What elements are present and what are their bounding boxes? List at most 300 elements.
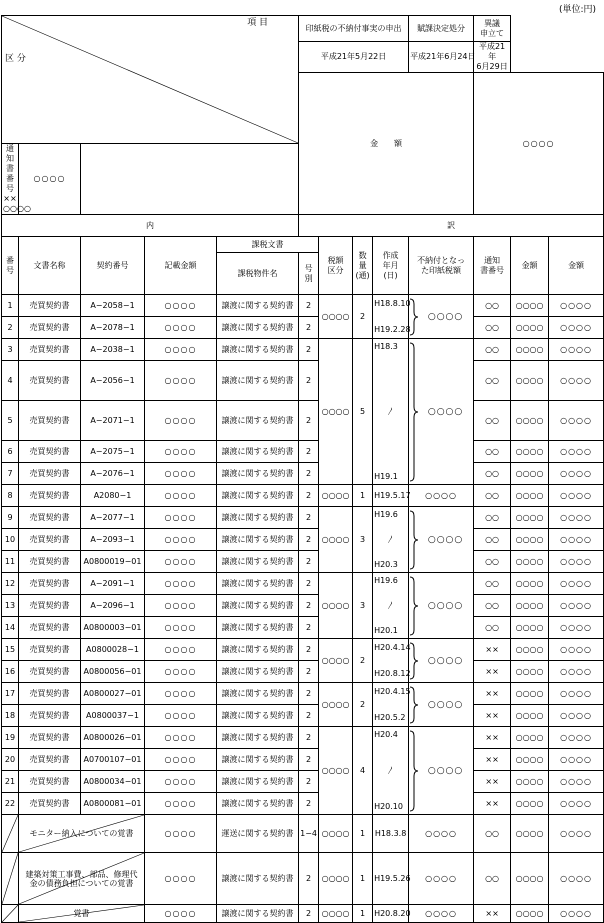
row-no: 12 bbox=[2, 573, 19, 595]
row-contract: A0800028−1 bbox=[81, 639, 145, 661]
row-item: 譲渡に関する契約書 bbox=[217, 401, 299, 441]
row-item: 譲渡に関する契約書 bbox=[217, 317, 299, 339]
row-item: 譲渡に関する契約書 bbox=[217, 705, 299, 727]
group-date bbox=[373, 639, 409, 683]
row-no: 7 bbox=[2, 463, 19, 485]
row-amt1: ○○○○ bbox=[511, 339, 549, 361]
row-no: 18 bbox=[2, 705, 19, 727]
row-contract: A0800034−01 bbox=[81, 771, 145, 793]
row-amt1: ○○○○ bbox=[511, 749, 549, 771]
row-notice: ×× bbox=[474, 749, 511, 771]
row-amount: ○○○○ bbox=[145, 401, 217, 441]
row-doc-name: 売買契約書 bbox=[19, 463, 81, 485]
text: 書番号 bbox=[480, 265, 505, 275]
table-row bbox=[2, 551, 604, 573]
row-amount: ○○○○ bbox=[145, 295, 217, 317]
row-amount: ○○○○ bbox=[145, 485, 217, 507]
group-date bbox=[373, 683, 409, 727]
row-amt1: ○○○○ bbox=[511, 771, 549, 793]
group-date bbox=[373, 573, 409, 639]
row-doc-name: 売買契約書 bbox=[19, 485, 81, 507]
objection-date: 平成21年 6月29日 bbox=[474, 42, 511, 73]
row-amount: ○○○○ bbox=[145, 617, 217, 639]
row-item: 譲渡に関する契約書 bbox=[217, 617, 299, 639]
objection-header: 異議 申立て bbox=[474, 16, 511, 42]
row-notice: ○○ bbox=[474, 401, 511, 441]
row-no: 17 bbox=[2, 683, 19, 705]
row-amt1: ○○○○ bbox=[511, 361, 549, 401]
diagonal-line-icon bbox=[2, 16, 298, 143]
row-contract: A0800019−01 bbox=[81, 551, 145, 573]
row-amt2: ○○○○ bbox=[549, 617, 604, 639]
group-unpaid: ○○○○ bbox=[427, 406, 464, 417]
brace-icon bbox=[409, 730, 418, 812]
group-qty: 5 bbox=[353, 339, 373, 485]
extra-notice: ○○ bbox=[474, 853, 511, 905]
extra-amt1: ○○○○ bbox=[511, 853, 549, 905]
row-amount: ○○○○ bbox=[145, 441, 217, 463]
row-doc-name: 売買契約書 bbox=[19, 573, 81, 595]
row-notice: ×× bbox=[474, 705, 511, 727]
text: た印紙税額 bbox=[421, 265, 462, 275]
text: 不納付となっ bbox=[417, 255, 466, 265]
row-amt1: ○○○○ bbox=[511, 639, 549, 661]
text: (日) bbox=[383, 270, 398, 280]
breakdown-left: 内 bbox=[2, 215, 299, 237]
row-amt1: ○○○○ bbox=[511, 441, 549, 463]
row-doc-name: 売買契約書 bbox=[19, 661, 81, 683]
table-row bbox=[2, 463, 604, 485]
brace-icon bbox=[409, 342, 418, 482]
row-class: 2 bbox=[299, 339, 319, 361]
row-amt2: ○○○○ bbox=[549, 595, 604, 617]
row-notice: ○○ bbox=[474, 339, 511, 361]
extra-date: H19.5.26 bbox=[373, 853, 409, 905]
row-amt2: ○○○○ bbox=[549, 317, 604, 339]
row-amount: ○○○○ bbox=[145, 463, 217, 485]
extra-notice: ○○ bbox=[474, 815, 511, 853]
col-notice-no bbox=[474, 237, 511, 295]
text: (通) bbox=[355, 270, 370, 280]
row-no: 16 bbox=[2, 661, 19, 683]
row-amt1: ○○○○ bbox=[511, 727, 549, 749]
row-contract: A−2071−1 bbox=[81, 401, 145, 441]
col-taxable-item: 課税物件名 bbox=[217, 253, 299, 295]
row-amt1: ○○○○ bbox=[511, 683, 549, 705]
table-row bbox=[2, 339, 604, 361]
extra-amount: ○○○○ bbox=[145, 815, 217, 853]
row-item: 譲渡に関する契約書 bbox=[217, 727, 299, 749]
table-row bbox=[2, 295, 604, 317]
row-notice: ×× bbox=[474, 683, 511, 705]
group-date bbox=[373, 727, 409, 815]
row-amt2: ○○○○ bbox=[549, 485, 604, 507]
row-notice: ×× bbox=[474, 727, 511, 749]
row-class: 2 bbox=[299, 573, 319, 595]
row-no: 11 bbox=[2, 551, 19, 573]
row-no: 5 bbox=[2, 401, 19, 441]
row-item: 譲渡に関する契約書 bbox=[217, 749, 299, 771]
row-amt1: ○○○○ bbox=[511, 573, 549, 595]
extra-row bbox=[2, 853, 604, 905]
extra-amt1: ○○○○ bbox=[511, 905, 549, 923]
table-row bbox=[2, 661, 604, 683]
group-unpaid-cell bbox=[409, 683, 474, 727]
row-no: 4 bbox=[2, 361, 19, 401]
group-date-end: H20.8.12 bbox=[374, 668, 411, 678]
col-created bbox=[373, 237, 409, 295]
group-date-end: H19.2.28 bbox=[374, 324, 411, 334]
row-amt2: ○○○○ bbox=[549, 661, 604, 683]
extra-amt2: ○○○○ bbox=[549, 905, 604, 923]
row-amount: ○○○○ bbox=[145, 661, 217, 683]
table-row bbox=[2, 727, 604, 749]
extra-item: 譲渡に関する契約書 bbox=[217, 905, 299, 923]
extra-amount: ○○○○ bbox=[145, 853, 217, 905]
extra-class: 2 bbox=[299, 853, 319, 905]
row-amt2: ○○○○ bbox=[549, 401, 604, 441]
row-doc-name: 売買契約書 bbox=[19, 551, 81, 573]
row-amt2: ○○○○ bbox=[549, 793, 604, 815]
row-notice: ○○ bbox=[474, 317, 511, 339]
row-amt2: ○○○○ bbox=[549, 441, 604, 463]
extra-amt2: ○○○○ bbox=[549, 815, 604, 853]
extra-unpaid: ○○○○ bbox=[409, 905, 474, 923]
row-contract: A−2075−1 bbox=[81, 441, 145, 463]
row-contract: A0700107−01 bbox=[81, 749, 145, 771]
row-class: 2 bbox=[299, 507, 319, 529]
text: 番 bbox=[6, 255, 14, 265]
row-doc-name: 売買契約書 bbox=[19, 749, 81, 771]
row-class: 2 bbox=[299, 661, 319, 683]
row-doc-name: 売買契約書 bbox=[19, 339, 81, 361]
extra-no-cell bbox=[2, 815, 19, 853]
row-class: 2 bbox=[299, 727, 319, 749]
group-qty: 2 bbox=[353, 295, 373, 339]
extra-date: H20.8.20 bbox=[373, 905, 409, 923]
group-unpaid: ○○○○ bbox=[425, 490, 458, 500]
group-date-end: H20.1 bbox=[374, 625, 398, 635]
row-amt1: ○○○○ bbox=[511, 507, 549, 529]
row-class: 2 bbox=[299, 749, 319, 771]
row-doc-name: 売買契約書 bbox=[19, 595, 81, 617]
row-contract: A−2078−1 bbox=[81, 317, 145, 339]
extra-doc-name-text: 建築対策工事費、部品、修理代金の債務負担についての覚書 bbox=[25, 869, 138, 888]
extra-amt1: ○○○○ bbox=[511, 815, 549, 853]
row-amount: ○○○○ bbox=[145, 507, 217, 529]
row-no: 3 bbox=[2, 339, 19, 361]
table-row bbox=[2, 529, 604, 551]
row-item: 譲渡に関する契約書 bbox=[217, 295, 299, 317]
item-label: 項 目 bbox=[247, 18, 269, 28]
row-amt2: ○○○○ bbox=[549, 749, 604, 771]
col-no bbox=[2, 237, 19, 295]
unit-note: (単位:円) bbox=[558, 5, 596, 15]
table-row bbox=[2, 617, 604, 639]
table-row bbox=[2, 595, 604, 617]
group-unpaid-cell bbox=[409, 639, 474, 683]
table-row bbox=[2, 639, 604, 661]
row-doc-name: 売買契約書 bbox=[19, 441, 81, 463]
row-no: 8 bbox=[2, 485, 19, 507]
group-qty: 4 bbox=[353, 727, 373, 815]
row-class: 2 bbox=[299, 639, 319, 661]
text: 年月 bbox=[382, 260, 399, 270]
extra-qty: 1 bbox=[353, 905, 373, 923]
amount-label: 金 額 bbox=[299, 73, 474, 215]
group-tax-class: ○○○○ bbox=[319, 339, 353, 485]
row-doc-name: 売買契約書 bbox=[19, 617, 81, 639]
row-item: 譲渡に関する契約書 bbox=[217, 339, 299, 361]
row-amount: ○○○○ bbox=[145, 749, 217, 771]
group-date-start: H19.6 bbox=[374, 575, 398, 585]
row-notice: ○○ bbox=[474, 361, 511, 401]
group-date-start: H19.5.17 bbox=[374, 490, 411, 500]
extra-class: 1−4 bbox=[299, 815, 319, 853]
group-tax-class: ○○○○ bbox=[319, 727, 353, 815]
row-class: 2 bbox=[299, 463, 319, 485]
group-tax-class: ○○○○ bbox=[319, 295, 353, 339]
row-amt1: ○○○○ bbox=[511, 551, 549, 573]
group-unpaid: ○○○○ bbox=[427, 655, 464, 666]
row-item: 譲渡に関する契約書 bbox=[217, 793, 299, 815]
row-amt1: ○○○○ bbox=[511, 705, 549, 727]
extra-amount: ○○○○ bbox=[145, 905, 217, 923]
diagonal-line-icon bbox=[2, 853, 18, 904]
group-unpaid: ○○○○ bbox=[427, 699, 464, 710]
row-item: 譲渡に関する契約書 bbox=[217, 529, 299, 551]
row-contract: A2080−1 bbox=[81, 485, 145, 507]
table-row bbox=[2, 749, 604, 771]
row-class: 2 bbox=[299, 295, 319, 317]
row-amt1: ○○○○ bbox=[511, 485, 549, 507]
row-doc-name: 売買契約書 bbox=[19, 705, 81, 727]
group-unpaid: ○○○○ bbox=[427, 311, 464, 322]
row-doc-name: 売買契約書 bbox=[19, 401, 81, 441]
brace-icon bbox=[409, 686, 418, 724]
extra-tax-class: ○○○○ bbox=[319, 815, 353, 853]
group-qty: 3 bbox=[353, 573, 373, 639]
row-notice: ○○ bbox=[474, 573, 511, 595]
row-notice: ×× bbox=[474, 793, 511, 815]
row-amt2: ○○○○ bbox=[549, 507, 604, 529]
extra-doc-name bbox=[19, 905, 145, 923]
extra-doc-name bbox=[19, 853, 145, 905]
extra-tax-class: ○○○○ bbox=[319, 853, 353, 905]
extra-unpaid: ○○○○ bbox=[409, 853, 474, 905]
decision-date: 平成21年6月24日 bbox=[409, 42, 474, 73]
row-contract: A−2076−1 bbox=[81, 463, 145, 485]
extra-unpaid: ○○○○ bbox=[409, 815, 474, 853]
row-class: 2 bbox=[299, 551, 319, 573]
group-unpaid-cell bbox=[409, 485, 474, 507]
decision-header: 賦課決定処分 bbox=[409, 16, 474, 42]
row-amount: ○○○○ bbox=[145, 639, 217, 661]
col-amount1: 金額 bbox=[511, 237, 549, 295]
brace-icon bbox=[409, 298, 418, 336]
group-date-mid: 〳 bbox=[386, 534, 395, 544]
text: 税額 bbox=[327, 255, 344, 265]
brace-icon bbox=[409, 510, 418, 570]
group-unpaid-cell bbox=[409, 727, 474, 815]
row-contract: A0800027−01 bbox=[81, 683, 145, 705]
row-amt2: ○○○○ bbox=[549, 727, 604, 749]
row-class: 2 bbox=[299, 441, 319, 463]
table-row bbox=[2, 317, 604, 339]
row-item: 譲渡に関する契約書 bbox=[217, 463, 299, 485]
row-amt2: ○○○○ bbox=[549, 295, 604, 317]
extra-no-cell bbox=[2, 905, 19, 923]
row-doc-name: 売買契約書 bbox=[19, 639, 81, 661]
row-contract: A0800037−1 bbox=[81, 705, 145, 727]
table-row bbox=[2, 793, 604, 815]
row-no: 22 bbox=[2, 793, 19, 815]
row-class: 2 bbox=[299, 617, 319, 639]
row-amt2: ○○○○ bbox=[549, 683, 604, 705]
group-date-end: H19.1 bbox=[374, 471, 398, 481]
row-class: 2 bbox=[299, 485, 319, 507]
row-amt2: ○○○○ bbox=[549, 339, 604, 361]
row-amt2: ○○○○ bbox=[549, 463, 604, 485]
row-item: 譲渡に関する契約書 bbox=[217, 573, 299, 595]
row-contract: A−2056−1 bbox=[81, 361, 145, 401]
group-unpaid-cell bbox=[409, 507, 474, 573]
text: 通知 bbox=[484, 255, 501, 265]
notice2-value: ○○○○ bbox=[3, 204, 31, 213]
group-tax-class: ○○○○ bbox=[319, 485, 353, 507]
breakdown-right: 訳 bbox=[299, 215, 604, 237]
row-class: 2 bbox=[299, 705, 319, 727]
col-stated-amount: 記載金額 bbox=[145, 237, 217, 295]
table-row bbox=[2, 705, 604, 727]
table-row bbox=[2, 441, 604, 463]
row-item: 譲渡に関する契約書 bbox=[217, 361, 299, 401]
row-contract: A−2091−1 bbox=[81, 573, 145, 595]
row-contract: A−2093−1 bbox=[81, 529, 145, 551]
extra-doc-name bbox=[19, 815, 145, 853]
row-item: 譲渡に関する契約書 bbox=[217, 551, 299, 573]
extra-item: 譲渡に関する契約書 bbox=[217, 853, 299, 905]
group-tax-class: ○○○○ bbox=[319, 639, 353, 683]
row-notice: ×× bbox=[474, 661, 511, 683]
row-amt1: ○○○○ bbox=[511, 317, 549, 339]
row-amount: ○○○○ bbox=[145, 705, 217, 727]
row-amount: ○○○○ bbox=[145, 573, 217, 595]
row-item: 譲渡に関する契約書 bbox=[217, 595, 299, 617]
row-notice: ○○ bbox=[474, 485, 511, 507]
row-doc-name: 売買契約書 bbox=[19, 771, 81, 793]
group-unpaid-cell bbox=[409, 339, 474, 485]
row-no: 20 bbox=[2, 749, 19, 771]
extra-doc-name-text: モニター納入についての覚書 bbox=[29, 829, 134, 838]
table-row bbox=[2, 573, 604, 595]
diagonal-line-icon bbox=[2, 905, 18, 922]
text: 号 bbox=[304, 263, 313, 273]
extra-notice: ×× bbox=[474, 905, 511, 923]
group-unpaid: ○○○○ bbox=[427, 600, 464, 611]
category-label: 区 分 bbox=[5, 54, 26, 64]
group-unpaid-cell bbox=[409, 295, 474, 339]
group-date-start: H20.4.15 bbox=[374, 686, 411, 696]
row-item: 譲渡に関する契約書 bbox=[217, 771, 299, 793]
group-tax-class: ○○○○ bbox=[319, 573, 353, 639]
group-date-end: H20.3 bbox=[374, 559, 398, 569]
table-row bbox=[2, 507, 604, 529]
diagonal-line-icon bbox=[2, 815, 18, 852]
row-amt2: ○○○○ bbox=[549, 639, 604, 661]
row-amt1: ○○○○ bbox=[511, 295, 549, 317]
brace-icon bbox=[409, 576, 418, 636]
row-amt2: ○○○○ bbox=[549, 705, 604, 727]
tax-breakdown-table bbox=[1, 15, 604, 923]
row-class: 2 bbox=[299, 401, 319, 441]
row-class: 2 bbox=[299, 317, 319, 339]
row-notice: ○○ bbox=[474, 295, 511, 317]
row-notice: ×× bbox=[474, 771, 511, 793]
table-row bbox=[2, 361, 604, 401]
row-contract: A0800056−01 bbox=[81, 661, 145, 683]
row-notice: ○○ bbox=[474, 463, 511, 485]
notice2-label: 通知書番号×× bbox=[3, 144, 17, 203]
col-contract-no: 契約番号 bbox=[81, 237, 145, 295]
group-date-mid: 〳 bbox=[386, 600, 395, 610]
row-doc-name: 売買契約書 bbox=[19, 683, 81, 705]
group-date-start: H20.4 bbox=[374, 729, 398, 739]
group-date-mid: 〳 bbox=[386, 406, 395, 416]
row-amt2: ○○○○ bbox=[549, 551, 604, 573]
row-no: 19 bbox=[2, 727, 19, 749]
row-amt2: ○○○○ bbox=[549, 529, 604, 551]
row-no: 21 bbox=[2, 771, 19, 793]
extra-amt2: ○○○○ bbox=[549, 853, 604, 905]
row-doc-name: 売買契約書 bbox=[19, 361, 81, 401]
group-date bbox=[373, 485, 409, 507]
col-amount2: 金額 bbox=[549, 237, 604, 295]
table-row bbox=[2, 771, 604, 793]
group-unpaid: ○○○○ bbox=[427, 534, 464, 545]
row-amount: ○○○○ bbox=[145, 793, 217, 815]
row-amount: ○○○○ bbox=[145, 595, 217, 617]
row-item: 譲渡に関する契約書 bbox=[217, 507, 299, 529]
group-unpaid: ○○○○ bbox=[427, 765, 464, 776]
col-doc-name: 文書名称 bbox=[19, 237, 81, 295]
table-row bbox=[2, 485, 604, 507]
group-date-mid: 〳 bbox=[386, 765, 395, 775]
extra-qty: 1 bbox=[353, 853, 373, 905]
row-amt1: ○○○○ bbox=[511, 617, 549, 639]
brace-icon bbox=[409, 642, 418, 680]
col-unpaid-tax bbox=[409, 237, 474, 295]
row-contract: A0800026−01 bbox=[81, 727, 145, 749]
table-row bbox=[2, 401, 604, 441]
row-no: 6 bbox=[2, 441, 19, 463]
col-class-no bbox=[299, 253, 319, 295]
row-amt1: ○○○○ bbox=[511, 661, 549, 683]
row-class: 2 bbox=[299, 683, 319, 705]
group-date-start: H19.6 bbox=[374, 509, 398, 519]
row-notice: ○○ bbox=[474, 617, 511, 639]
row-no: 10 bbox=[2, 529, 19, 551]
row-no: 9 bbox=[2, 507, 19, 529]
row-no: 1 bbox=[2, 295, 19, 317]
extra-row bbox=[2, 905, 604, 923]
application-amount: ○○○○ bbox=[474, 73, 604, 215]
group-date-start: H18.3 bbox=[374, 341, 398, 351]
group-unpaid-cell bbox=[409, 573, 474, 639]
row-amount: ○○○○ bbox=[145, 727, 217, 749]
row-no: 13 bbox=[2, 595, 19, 617]
row-contract: A−2096−1 bbox=[81, 595, 145, 617]
